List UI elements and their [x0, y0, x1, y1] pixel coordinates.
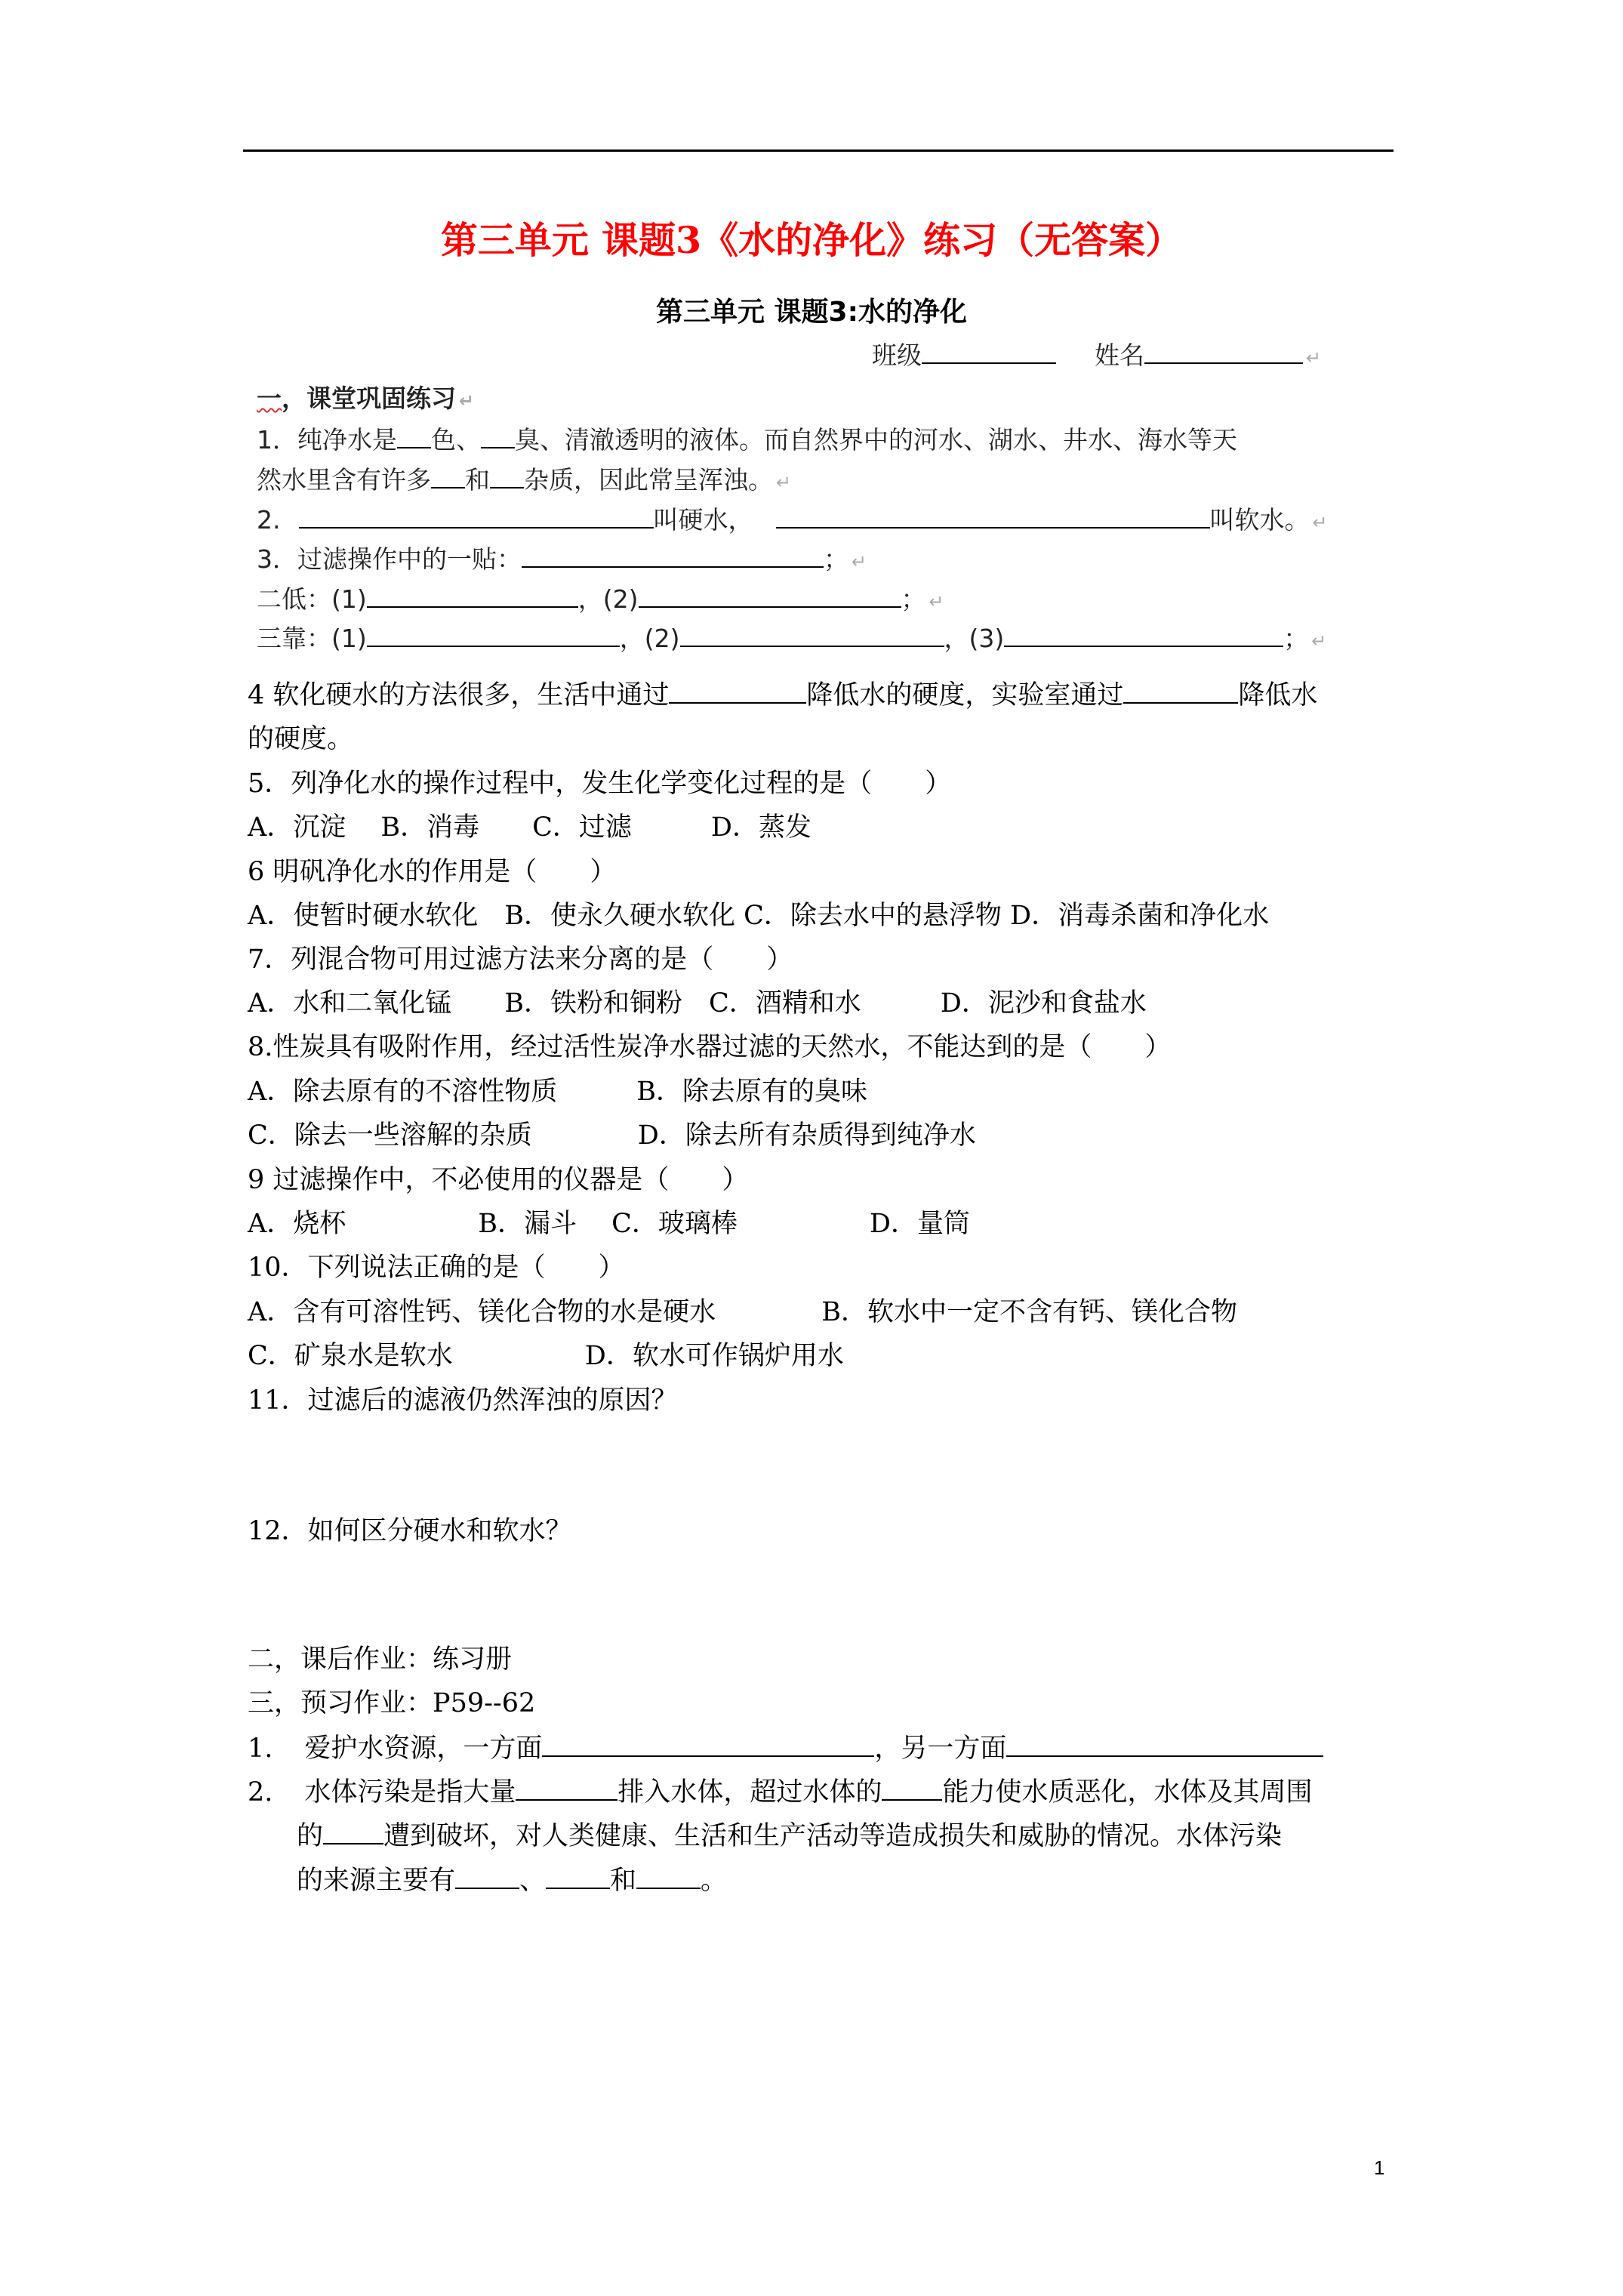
q3-lean-sep-2: ，(2) — [619, 624, 680, 653]
question-1-line-2: 然水里含有许多 和 杂质，因此常呈浑浊。 ↵ — [257, 461, 791, 496]
preview-item-2-line-1 — [248, 1771, 1312, 1809]
q1-text-d: 然水里含有许多 — [257, 465, 431, 495]
header-rule — [243, 149, 1394, 152]
q4-text-a: 4 软化硬水的方法很多，生活中通过 — [248, 680, 670, 710]
preview-2-blank-1 — [516, 1773, 617, 1801]
q2-text-a: 叫硬水， — [653, 505, 753, 535]
question-3-line-3: 三靠：(1) ，(2) ，(3) ； ↵ — [257, 619, 1326, 655]
q4-blank-2 — [1123, 676, 1238, 704]
q3-lean-end: ； — [1283, 624, 1309, 653]
preview-2-text-c: 能力使水质恶化，水体及其周围 — [942, 1777, 1313, 1808]
preview-item-2-line-3 — [297, 1860, 727, 1897]
q1-text-b: 色、 — [431, 425, 481, 455]
question-8-options-1: A．除去原有的不溶性物质 B．除去原有的臭味 — [248, 1077, 867, 1107]
class-blank — [922, 337, 1056, 364]
preview-1-text-a: 爱护水资源，一方面 — [304, 1734, 543, 1764]
section-1-heading: 一，课堂巩固练习 ↵ — [257, 384, 475, 413]
question-10-options-2: C．矿泉水是软水 D．软水可作锅炉用水 — [248, 1341, 844, 1371]
q1-blank-1 — [397, 422, 431, 448]
question-10-options-1: A．含有可溶性钙、镁化合物的水是硬水 B．软水中一定不含有钙、镁化合物 — [248, 1297, 1237, 1327]
q3-low-sep: ，(2) — [577, 584, 639, 614]
question-8-options-2: C．除去一些溶解的杂质 D．除去所有杂质得到纯净水 — [248, 1120, 976, 1151]
q1-text-c: 臭、清澈透明的液体。而自然界中的河水、湖水、井水、海水等天 — [515, 425, 1237, 455]
preview-2-blank-4 — [455, 1861, 519, 1889]
question-12: 12．如何区分硬水和软水？ — [248, 1516, 572, 1546]
preview-2-blank-3 — [323, 1817, 383, 1845]
question-7-stem: 7．列混合物可用过滤方法来分离的是（ ） — [248, 945, 793, 975]
q4-text-b: 降低水的硬度，实验室通过 — [806, 680, 1124, 710]
name-label: 姓名 — [1095, 341, 1144, 370]
class-name-line: 班级 姓名 ↵ — [872, 336, 1321, 371]
page-title: 第三单元 课题3《水的净化》练习（无答案） — [440, 218, 1183, 262]
class-label: 班级 — [872, 341, 922, 370]
question-11: 11．过滤后的滤液仍然浑浊的原因？ — [248, 1385, 678, 1416]
question-8-stem: 8.性炭具有吸附作用，经过活性炭净水器过滤的天然水，不能达到的是（ ） — [248, 1032, 1172, 1062]
question-6-options: A．使暂时硬水软化 B．使永久硬水软化 C．除去水中的悬浮物 D．消毒杀菌和净化水 — [248, 901, 1270, 931]
q3-lean-sep-3: ，(3) — [944, 624, 1005, 653]
q3-lean-label: 三靠：(1) — [257, 624, 367, 653]
worksheet-subtitle: 第三单元 课题3:水的净化 — [656, 297, 967, 328]
q3-lean-blank-2 — [680, 621, 944, 647]
preview-2-text-b: 排入水体，超过水体的 — [617, 1777, 882, 1808]
q1-text-a: 1．纯净水是 — [257, 425, 397, 455]
q1-text-f: 杂质，因此常呈浑浊。 — [524, 465, 773, 495]
section-3-heading-pages: P59--62 — [433, 1688, 536, 1718]
q4-blank-1 — [669, 676, 806, 704]
name-blank — [1144, 337, 1303, 364]
question-1-line-1 — [257, 421, 1237, 456]
preview-2-text-g: 、 — [519, 1866, 547, 1896]
question-2: 2. 叫硬水， 叫软水。 ↵ — [257, 501, 1328, 536]
section-1-heading-first: 一 — [257, 384, 282, 413]
q3-lean-blank-1 — [367, 621, 620, 647]
preview-2-text-a: 水体污染是指大量 — [304, 1777, 516, 1808]
question-9-options: A．烧杯 B．漏斗 C．玻璃棒 D．量筒 — [248, 1209, 970, 1239]
question-3-line-2: 二低：(1) ，(2) ； ↵ — [257, 580, 944, 615]
q3-low-label: 二低：(1) — [257, 584, 367, 614]
question-10-stem: 10．下列说法正确的是（ ） — [248, 1253, 625, 1283]
preview-2-text-d: 的 — [297, 1821, 324, 1851]
question-5-stem: 5．列净化水的操作过程中，发生化学变化过程的是（ ） — [248, 769, 952, 799]
question-6-stem: 6 明矾净化水的作用是（ ） — [248, 857, 617, 887]
q1-blank-4 — [490, 462, 524, 488]
q2-blank-2 — [776, 502, 1210, 529]
preview-2-blank-2 — [882, 1773, 942, 1801]
preview-item-1 — [248, 1727, 1323, 1765]
q2-blank-1 — [299, 502, 654, 529]
preview-1-text-b: ，另一方面 — [874, 1734, 1007, 1764]
preview-2-text-i: 。 — [701, 1866, 728, 1896]
q1-text-e: 和 — [465, 465, 490, 495]
q4-text-c: 降低水 — [1238, 680, 1318, 710]
section-3-heading-label: 三，预习作业： — [248, 1688, 433, 1718]
question-3-line-1: 3．过滤操作中的一贴： ； ↵ — [257, 540, 867, 575]
q3-low-end: ； — [901, 584, 926, 614]
q3-low-blank-2 — [639, 581, 901, 608]
preview-2-text-h: 和 — [610, 1866, 637, 1896]
question-4-line-2: 的硬度。 — [248, 724, 354, 754]
q1-blank-3 — [431, 462, 465, 488]
question-9-stem: 9 过滤操作中，不必使用的仪器是（ ） — [248, 1165, 749, 1195]
q3-lean-blank-3 — [1004, 621, 1283, 647]
preview-1-number: 1. — [248, 1734, 273, 1764]
q2-text-b: 叫软水。 — [1209, 505, 1310, 535]
preview-1-blank-2 — [1006, 1729, 1323, 1757]
q3-text-a: 3．过滤操作中的一贴： — [257, 544, 522, 574]
section-1-heading-rest: ，课堂巩固练习 — [282, 384, 456, 413]
q3-low-blank-1 — [367, 581, 578, 608]
question-4-line-1 — [248, 674, 1317, 712]
q2-number: 2. — [257, 505, 281, 535]
preview-2-text-e: 遭到破坏，对人类健康、生活和生产活动等造成损失和威胁的情况。水体污染 — [383, 1821, 1283, 1851]
section-3-heading — [248, 1682, 535, 1720]
q3-text-b: ； — [824, 544, 848, 574]
preview-1-blank-1 — [542, 1729, 874, 1757]
preview-item-2-line-2 — [297, 1815, 1282, 1853]
preview-2-number: 2. — [248, 1777, 273, 1808]
preview-2-blank-5 — [546, 1861, 610, 1889]
question-5-options: A．沉淀 B．消毒 C．过滤 D．蒸发 — [248, 812, 812, 843]
preview-2-text-f: 的来源主要有 — [297, 1866, 456, 1896]
preview-2-blank-6 — [636, 1861, 701, 1889]
q1-blank-2 — [481, 422, 515, 448]
question-7-options: A．水和二氧化锰 B．铁粉和铜粉 C．酒精和水 D．泥沙和食盐水 — [248, 988, 1147, 1019]
q3-blank-1 — [522, 541, 824, 568]
page-number: 1 — [1374, 2156, 1385, 2179]
section-2-heading: 二，课后作业：练习册 — [248, 1644, 513, 1675]
